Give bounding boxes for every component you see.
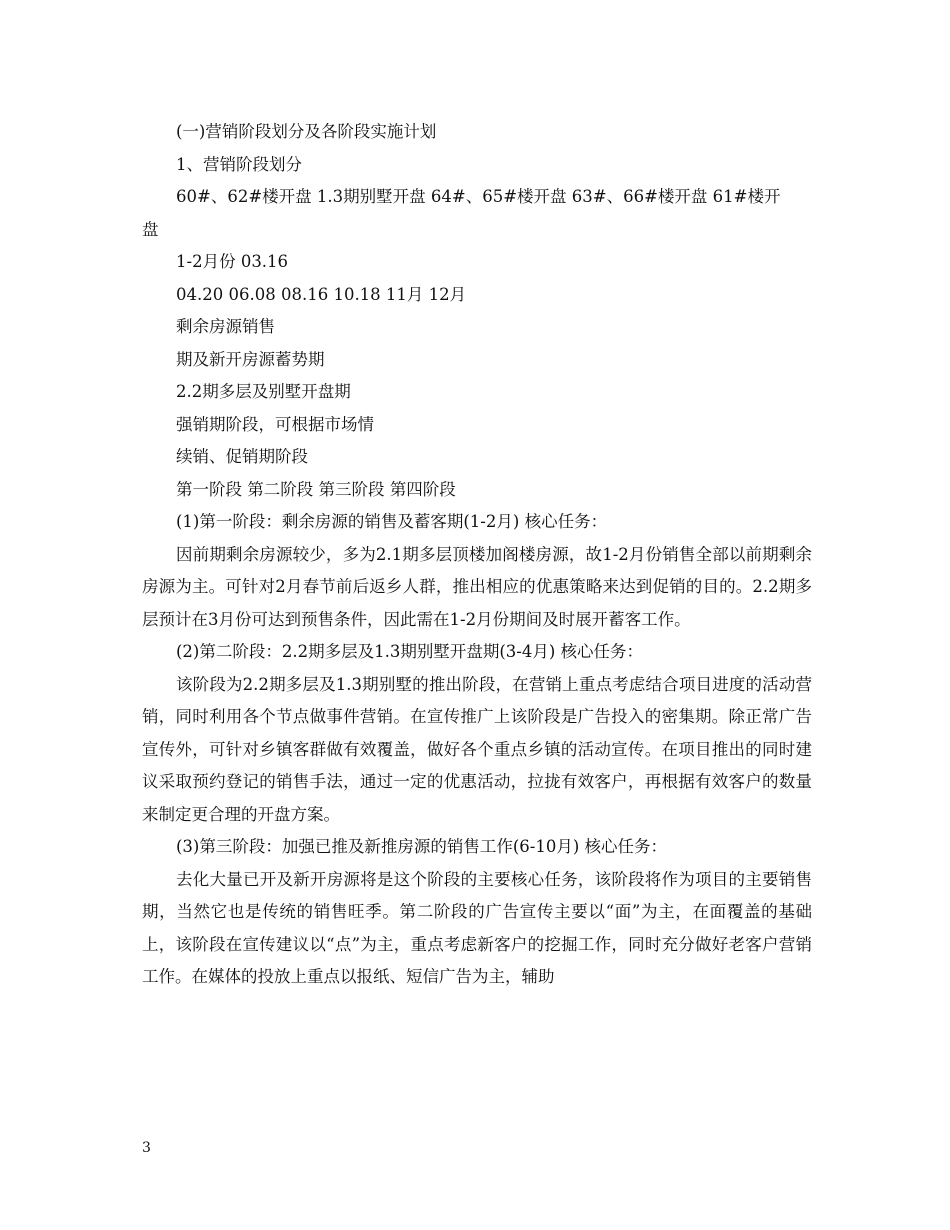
stage3-paragraph: 去化大量已开及新开房源将是这个阶段的主要核心任务，该阶段将作为项目的主要销售期，当然它也是传统的销售旺季。第二阶段的广告宣传主要以“面”为主，在面覆盖的基础上，该阶段在宣传建议以“点”为主，重点考虑新客户的挖掘工作，同时充分做好老客户营销工作。在媒体的投放上重点以报纸、短信广告为主，辅助	[142, 869, 812, 986]
schedule-line: 第一阶段 第二阶段 第三阶段 第四阶段	[176, 479, 456, 499]
schedule-header	[142, 181, 812, 246]
stage2-paragraph: 该阶段为2.2期多层及1.3期别墅的推出阶段，在营销上重点考虑结合项目进度的活动营销，同时利用各个节点做事件营销。在宣传推广上该阶段是广告投入的密集期。除正常广告宣传外，可针对乡镇客群做有效覆盖，做好各个重点乡镇的活动宣传。在项目推出的同时建议采取预约登记的销售手法，通过一定的优惠活动，拉拢有效客户，再根据有效客户的数量来制定更合理的开盘方案。	[142, 674, 812, 824]
schedule-line: 期及新开房源蓄势期	[176, 349, 325, 369]
schedule-line: 续销、促销期阶段	[176, 447, 308, 466]
schedule-header-line-2: 盘	[142, 219, 159, 239]
schedule-line: 1-2月份 03.16	[176, 252, 289, 271]
stage1-paragraph: 因前期剩余房源较少，多为2.1期多层顶楼加阁楼房源，故1-2月份销售全部以前期剩余房源为主。可针对2月春节前后返乡人群，推出相应的优惠策略来达到促销的目的。2.2期多层预计在3月份可达到预售条件，因此需在1-2月份期间及时展开蓄客工作。	[142, 544, 812, 629]
page-number: 3	[142, 1140, 151, 1156]
section-heading: (一)营销阶段划分及各阶段实施计划	[176, 122, 437, 141]
schedule-line: 强销期阶段，可根据市场情	[176, 414, 374, 434]
stage2-heading: (2)第二阶段：2.2期多层及1.3期别墅开盘期(3-4月) 核心任务：	[176, 642, 644, 661]
schedule-header-line-1: 60#、62#楼开盘 1.3期别墅开盘 64#、65#楼开盘 63#、66#楼开盘 61#楼开	[176, 187, 781, 206]
schedule-line: 剩余房源销售	[176, 317, 275, 336]
document-body	[142, 116, 812, 994]
schedule-line: 04.20 06.08 08.16 10.18 11月 12月	[176, 284, 467, 304]
stage1-heading: (1)第一阶段：剩余房源的销售及蓄客期(1-2月) 核心任务：	[176, 512, 608, 531]
subsection-heading: 1、营销阶段划分	[176, 154, 302, 174]
schedule-line: 2.2期多层及别墅开盘期	[176, 382, 351, 401]
stage3-heading: (3)第三阶段：加强已推及新推房源的销售工作(6-10月) 核心任务：	[176, 837, 668, 856]
